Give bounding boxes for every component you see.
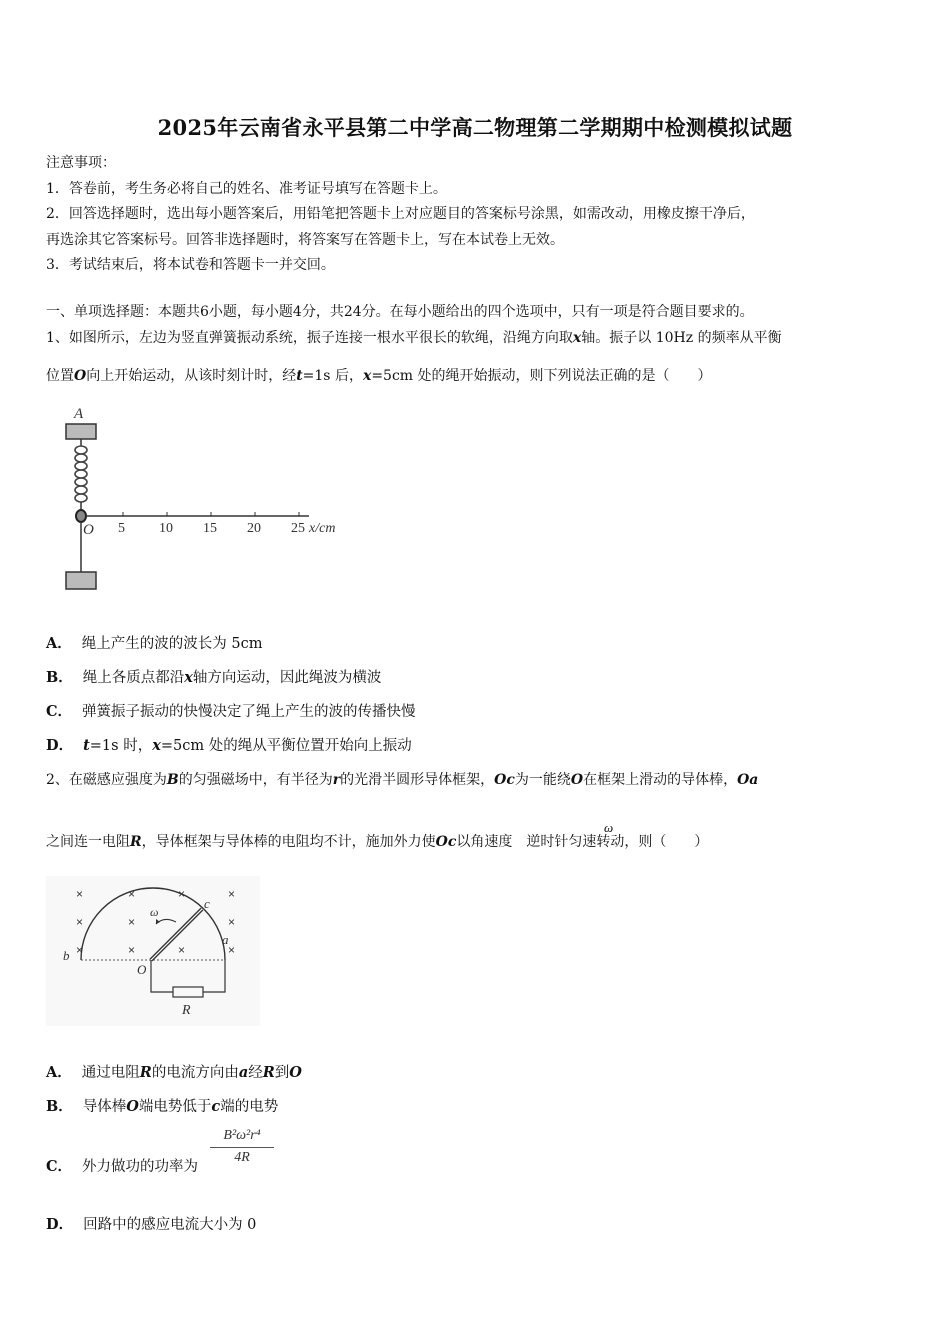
svg-text:×: × bbox=[76, 943, 84, 957]
notice-heading: 注意事项： bbox=[46, 155, 116, 171]
notice-item-3: 3．考试结束后，将本试卷和答题卡一并交回。 bbox=[46, 257, 335, 273]
svg-text:×: × bbox=[228, 943, 236, 957]
tick-label: 15 bbox=[203, 521, 217, 536]
q1-option-d[interactable]: D． t=1s 时，x=5cm 处的绳从平衡位置开始向上振动 bbox=[46, 737, 412, 754]
tick-label: 10 bbox=[159, 521, 173, 536]
q2-stem-line2: 之间连一电阻R，导体框架与导体棒的电阻均不计，施加外力使Oc以角速度 逆时针匀速转动，则（ ） bbox=[46, 834, 709, 850]
q1-stem-line2: 位置O向上开始运动，从该时刻计时，经t=1s 后，x=5cm 处的绳开始振动，则下列说法正确的是（ ） bbox=[46, 368, 712, 384]
section-heading: 一、单项选择题：本题共6小题，每小题4分，共24分。在每小题给出的四个选项中，只有一项是符合题目要求的。 bbox=[46, 304, 754, 320]
label-A: A bbox=[74, 406, 84, 422]
label-a: a bbox=[222, 932, 229, 947]
q1-option-c[interactable]: C． 弹簧振子振动的快慢决定了绳上产生的波的传播快慢 bbox=[46, 703, 416, 720]
label-R: R bbox=[182, 1003, 191, 1018]
label-omega: ω bbox=[150, 905, 159, 919]
notice-item-1: 1．答卷前，考生务必将自己的姓名、准考证号填写在答题卡上。 bbox=[46, 181, 447, 197]
label-b: b bbox=[63, 948, 70, 963]
q2-option-c[interactable]: C． 外力做功的功率为 bbox=[46, 1158, 199, 1175]
q2-option-d[interactable]: D． 回路中的感应电流大小为 0 bbox=[46, 1216, 257, 1233]
oscillator bbox=[76, 510, 86, 522]
svg-text:×: × bbox=[178, 943, 186, 957]
bottom-block bbox=[66, 572, 96, 589]
svg-text:×: × bbox=[228, 915, 236, 929]
svg-text:×: × bbox=[76, 887, 84, 901]
tick-label: 25 bbox=[291, 521, 305, 536]
omega-symbol: ω bbox=[604, 820, 614, 835]
q2-figure bbox=[46, 876, 260, 1026]
fraction-denominator: 4R bbox=[234, 1150, 250, 1165]
q2-stem-line1: 2、在磁感应强度为B的匀强磁场中，有半径为r的光滑半圆形导体框架，Oc为一能绕O在框架上滑动的导体棒，Oa bbox=[46, 772, 759, 788]
label-O: O bbox=[137, 962, 147, 977]
power-fraction bbox=[210, 1128, 274, 1166]
tick-label: 20 bbox=[247, 521, 261, 536]
top-block bbox=[66, 424, 96, 439]
svg-text:×: × bbox=[128, 887, 136, 901]
q1-option-b[interactable]: B． 绳上各质点都沿x轴方向运动，因此绳波为横波 bbox=[46, 669, 382, 686]
q1-stem-line1: 1、如图所示，左边为竖直弹簧振动系统，振子连接一根水平很长的软绳，沿绳方向取x轴。振子以 10Hz 的频率从平衡 bbox=[46, 330, 782, 346]
svg-text:×: × bbox=[128, 915, 136, 929]
svg-text:×: × bbox=[76, 915, 84, 929]
fraction-numerator: B²ω²r⁴ bbox=[223, 1128, 261, 1143]
svg-text:×: × bbox=[178, 887, 186, 901]
tick-label: 5 bbox=[118, 521, 125, 536]
page-title: 2025年云南省永平县第二中学高二物理第二学期期中检测模拟试题 bbox=[157, 115, 793, 140]
q2-option-a[interactable]: A． 通过电阻R的电流方向由a经R到O bbox=[46, 1064, 302, 1081]
q1-option-a[interactable]: A． 绳上产生的波的波长为 5cm bbox=[46, 635, 263, 652]
label-O: O bbox=[83, 522, 94, 538]
svg-text:×: × bbox=[128, 943, 136, 957]
axis-label: x/cm bbox=[309, 521, 336, 536]
q1-figure bbox=[44, 400, 354, 600]
notice-item-2-cont: 再选涂其它答案标号。回答非选择题时，将答案写在答题卡上，写在本试卷上无效。 bbox=[46, 232, 564, 248]
svg-text:×: × bbox=[228, 887, 236, 901]
label-c: c bbox=[204, 896, 210, 911]
q2-option-b[interactable]: B． 导体棒O端电势低于c端的电势 bbox=[46, 1098, 279, 1115]
spring bbox=[75, 446, 87, 502]
notice-item-2: 2．回答选择题时，选出每小题答案后，用铅笔把答题卡上对应题目的答案标号涂黑，如需改动，用橡皮擦干净后， bbox=[46, 206, 755, 222]
